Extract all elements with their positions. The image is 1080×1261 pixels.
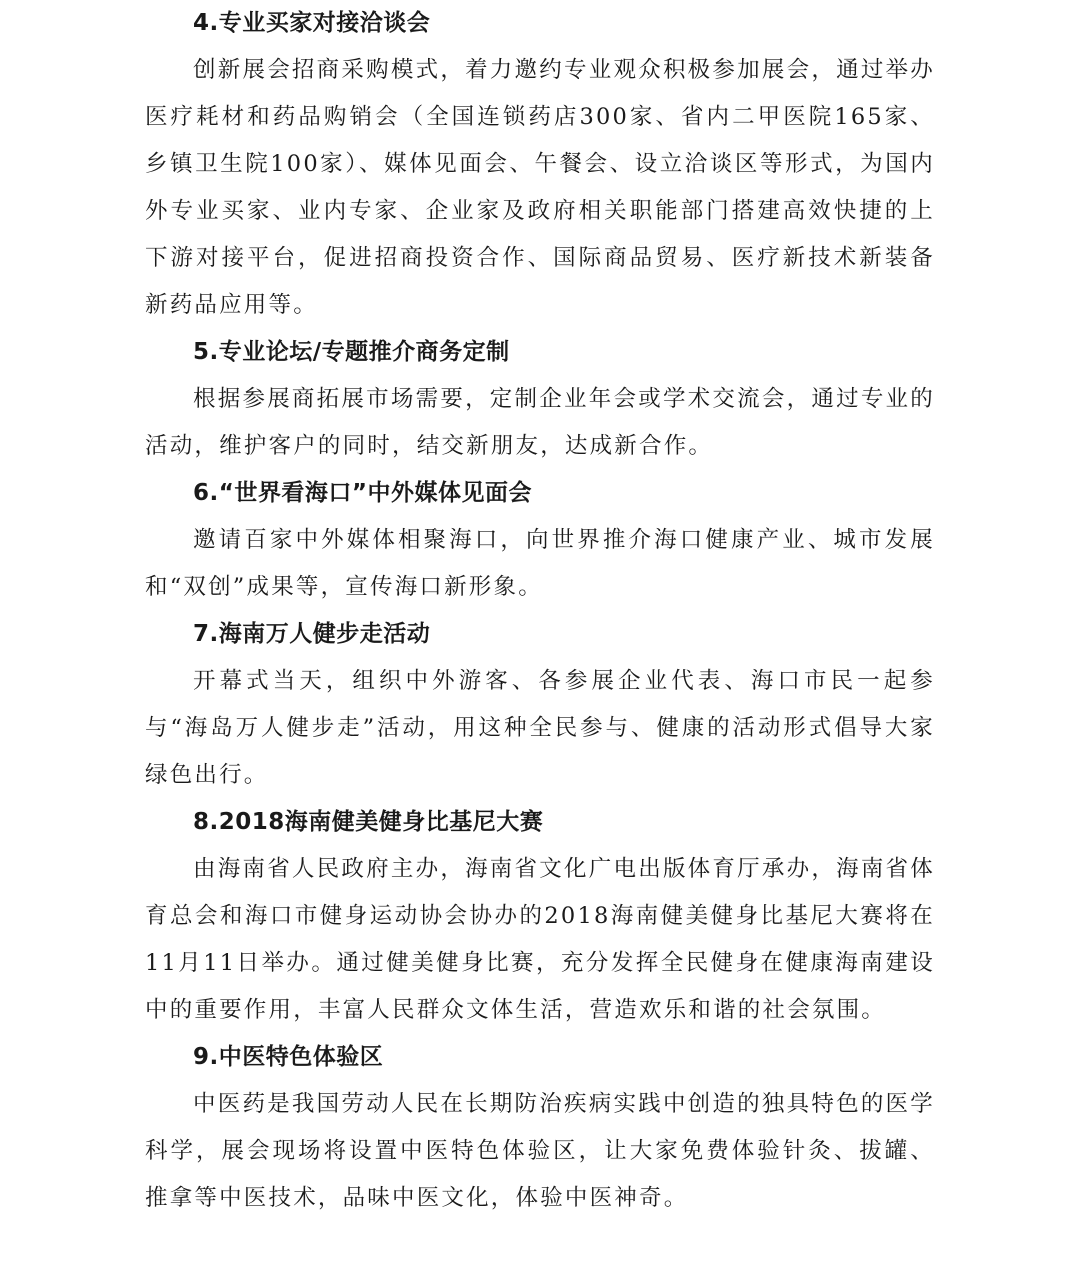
section-heading: 7.海南万人健步走活动	[193, 621, 431, 647]
section-heading: 5.专业论坛/专题推介商务定制	[193, 339, 510, 365]
document-page	[145, 0, 935, 1222]
section-body: 由海南省人民政府主办，海南省文化广电出版体育厅承办，海南省体育总会和海口市健身运动协会协办的2018海南健美健身比基尼大赛将在11月11日举办。通过健美健身比赛，充分发挥全民健身在健康海南建设中的重要作用，丰富人民群众文体生活，营造欢乐和谐的社会氛围。	[145, 856, 935, 1023]
section-body: 中医药是我国劳动人民在长期防治疾病实践中创造的独具特色的医学科学，展会现场将设置中医特色体验区，让大家免费体验针灸、拔罐、推拿等中医技术，品味中医文化，体验中医神奇。	[145, 1091, 935, 1211]
section-body: 开幕式当天，组织中外游客、各参展企业代表、海口市民一起参与“海岛万人健步走”活动，用这种全民参与、健康的活动形式倡导大家绿色出行。	[145, 668, 935, 788]
section-body: 根据参展商拓展市场需要，定制企业年会或学术交流会，通过专业的活动，维护客户的同时，结交新朋友，达成新合作。	[145, 386, 935, 459]
section-fitness-contest	[145, 799, 935, 1034]
section-tcm-experience	[145, 1034, 935, 1222]
section-body: 邀请百家中外媒体相聚海口，向世界推介海口健康产业、城市发展和“双创”成果等，宣传海口新形象。	[145, 527, 935, 600]
section-walking-event	[145, 611, 935, 799]
section-heading: 8.2018海南健美健身比基尼大赛	[193, 809, 544, 835]
section-buyer-matchmaking	[145, 0, 935, 329]
section-media-meeting	[145, 470, 935, 611]
section-forum-customization	[145, 329, 935, 470]
section-heading: 4.专业买家对接洽谈会	[193, 10, 431, 36]
section-heading: 6.“世界看海口”中外媒体见面会	[193, 480, 532, 506]
section-body: 创新展会招商采购模式，着力邀约专业观众积极参加展会，通过举办医疗耗材和药品购销会（全国连锁药店300家、省内二甲医院165家、乡镇卫生院100家）、媒体见面会、午餐会、设立洽谈区等形式，为国内外专业买家、业内专家、企业家及政府相关职能部门搭建高效快捷的上下游对接平台，促进招商投资合作、国际商品贸易、医疗新技术新装备新药品应用等。	[145, 57, 935, 318]
section-heading: 9.中医特色体验区	[193, 1044, 384, 1070]
